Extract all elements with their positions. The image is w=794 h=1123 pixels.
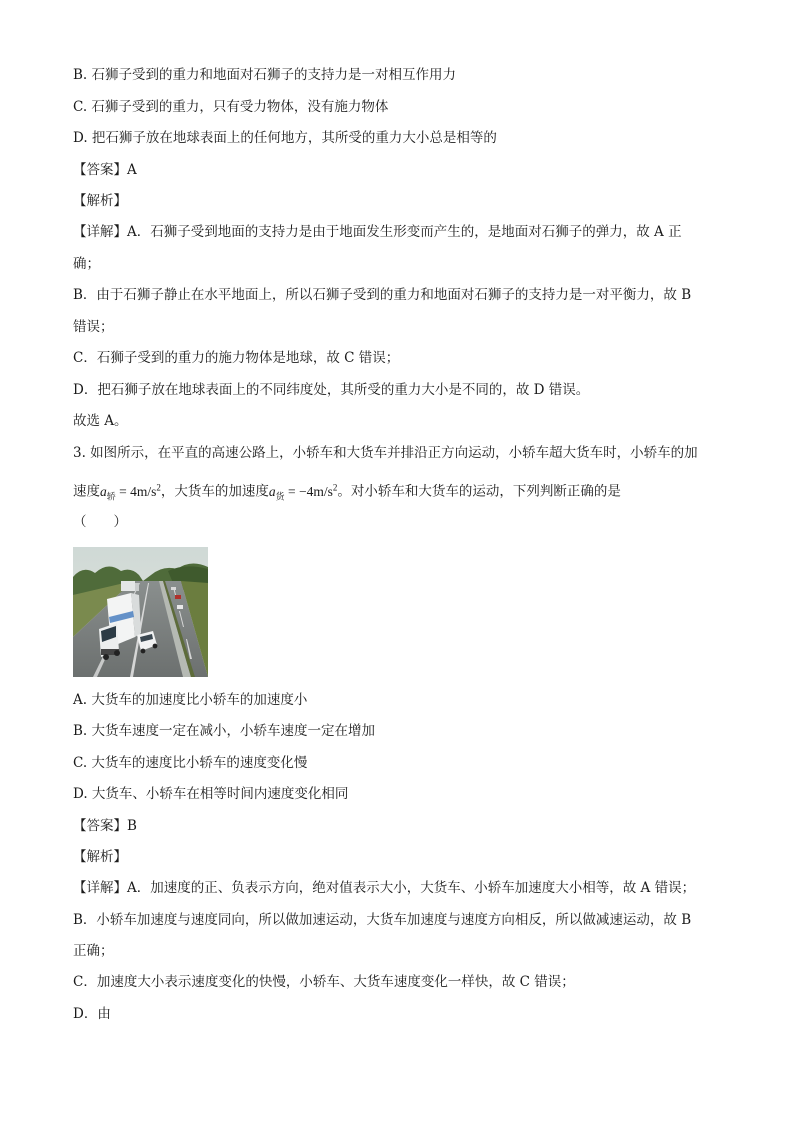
explanation-a: 【详解】A．石狮子受到地面的支持力是由于地面发生形变而产生的，是地面对石狮子的弹力，故 A 正	[73, 224, 682, 240]
answer-label: 【答案】A	[73, 162, 137, 178]
analysis-label: 【解析】	[73, 193, 127, 209]
option-d-text-q3: D. 大货车、小轿车在相等时间内速度变化相同	[73, 786, 349, 802]
explanation-a-q3: 【详解】A．加速度的正、负表示方向，绝对值表示大小，大货车、小轿车加速度大小相等，故 A 错误；	[73, 880, 696, 896]
answer-label-q3: 【答案】B	[73, 818, 137, 834]
truck-acceleration-formula: $a_货 = -4m/s^2$	[268, 482, 338, 502]
explanation-b-q3-cont: 正确；	[73, 943, 114, 959]
question-3-stem: 3. 如图所示，在平直的高速公路上，小轿车和大货车并排沿正方向运动，小轿车超大货车时，小轿车的加	[73, 445, 698, 461]
conclusion: 故选 A。	[73, 413, 128, 429]
option-d-text: D. 把石狮子放在地球表面上的任何地方，其所受的重力大小总是相等的	[73, 130, 497, 146]
option-b-text: B. 石狮子受到的重力和地面对石狮子的支持力是一对相互作用力	[73, 67, 457, 83]
explanation-d-q3: D．由	[73, 1006, 111, 1022]
explanation-b-q3: B．小轿车加速度与速度同向，所以做加速运动，大货车加速度与速度方向相反，所以做减速运动，故 B	[73, 912, 692, 928]
analysis-label-q3: 【解析】	[73, 849, 127, 865]
option-c-text-q3: C. 大货车的速度比小轿车的速度变化慢	[73, 755, 308, 771]
option-b-text-q3: B. 大货车速度一定在减小，小轿车速度一定在增加	[73, 723, 376, 739]
explanation-a-cont: 确；	[73, 256, 100, 272]
option-a-text: A. 大货车的加速度比小轿车的加速度小	[73, 692, 308, 708]
explanation-c: C．石狮子受到的重力的施力物体是地球，故 C 错误；	[73, 350, 400, 366]
explanation-d: D．把石狮子放在地球表面上的不同纬度处，其所受的重力大小是不同的，故 D 错误。	[73, 382, 590, 398]
stem-middle: ，大货车的加速度	[160, 483, 269, 500]
highway-photo-drawing	[73, 547, 208, 677]
answer-blank: （ ）	[73, 514, 127, 530]
car-acceleration-formula: $a_轿 = 4m/s^2$	[100, 482, 161, 502]
option-c-text: C. 石狮子受到的重力，只有受力物体，没有施力物体	[73, 99, 389, 115]
highway-photo	[73, 547, 208, 677]
explanation-b: B．由于石狮子静止在水平地面上，所以石狮子受到的重力和地面对石狮子的支持力是一对平衡力，故 B	[73, 287, 692, 303]
stem-prefix: 速度	[73, 483, 100, 500]
explanation-c-q3: C．加速度大小表示速度变化的快慢，小轿车、大货车速度变化一样快，故 C 错误；	[73, 974, 575, 990]
question-3-stem-cont	[73, 478, 621, 505]
explanation-b-cont: 错误；	[73, 319, 114, 335]
stem-suffix: 。对小轿车和大货车的运动，下列判断正确的是	[337, 483, 621, 500]
